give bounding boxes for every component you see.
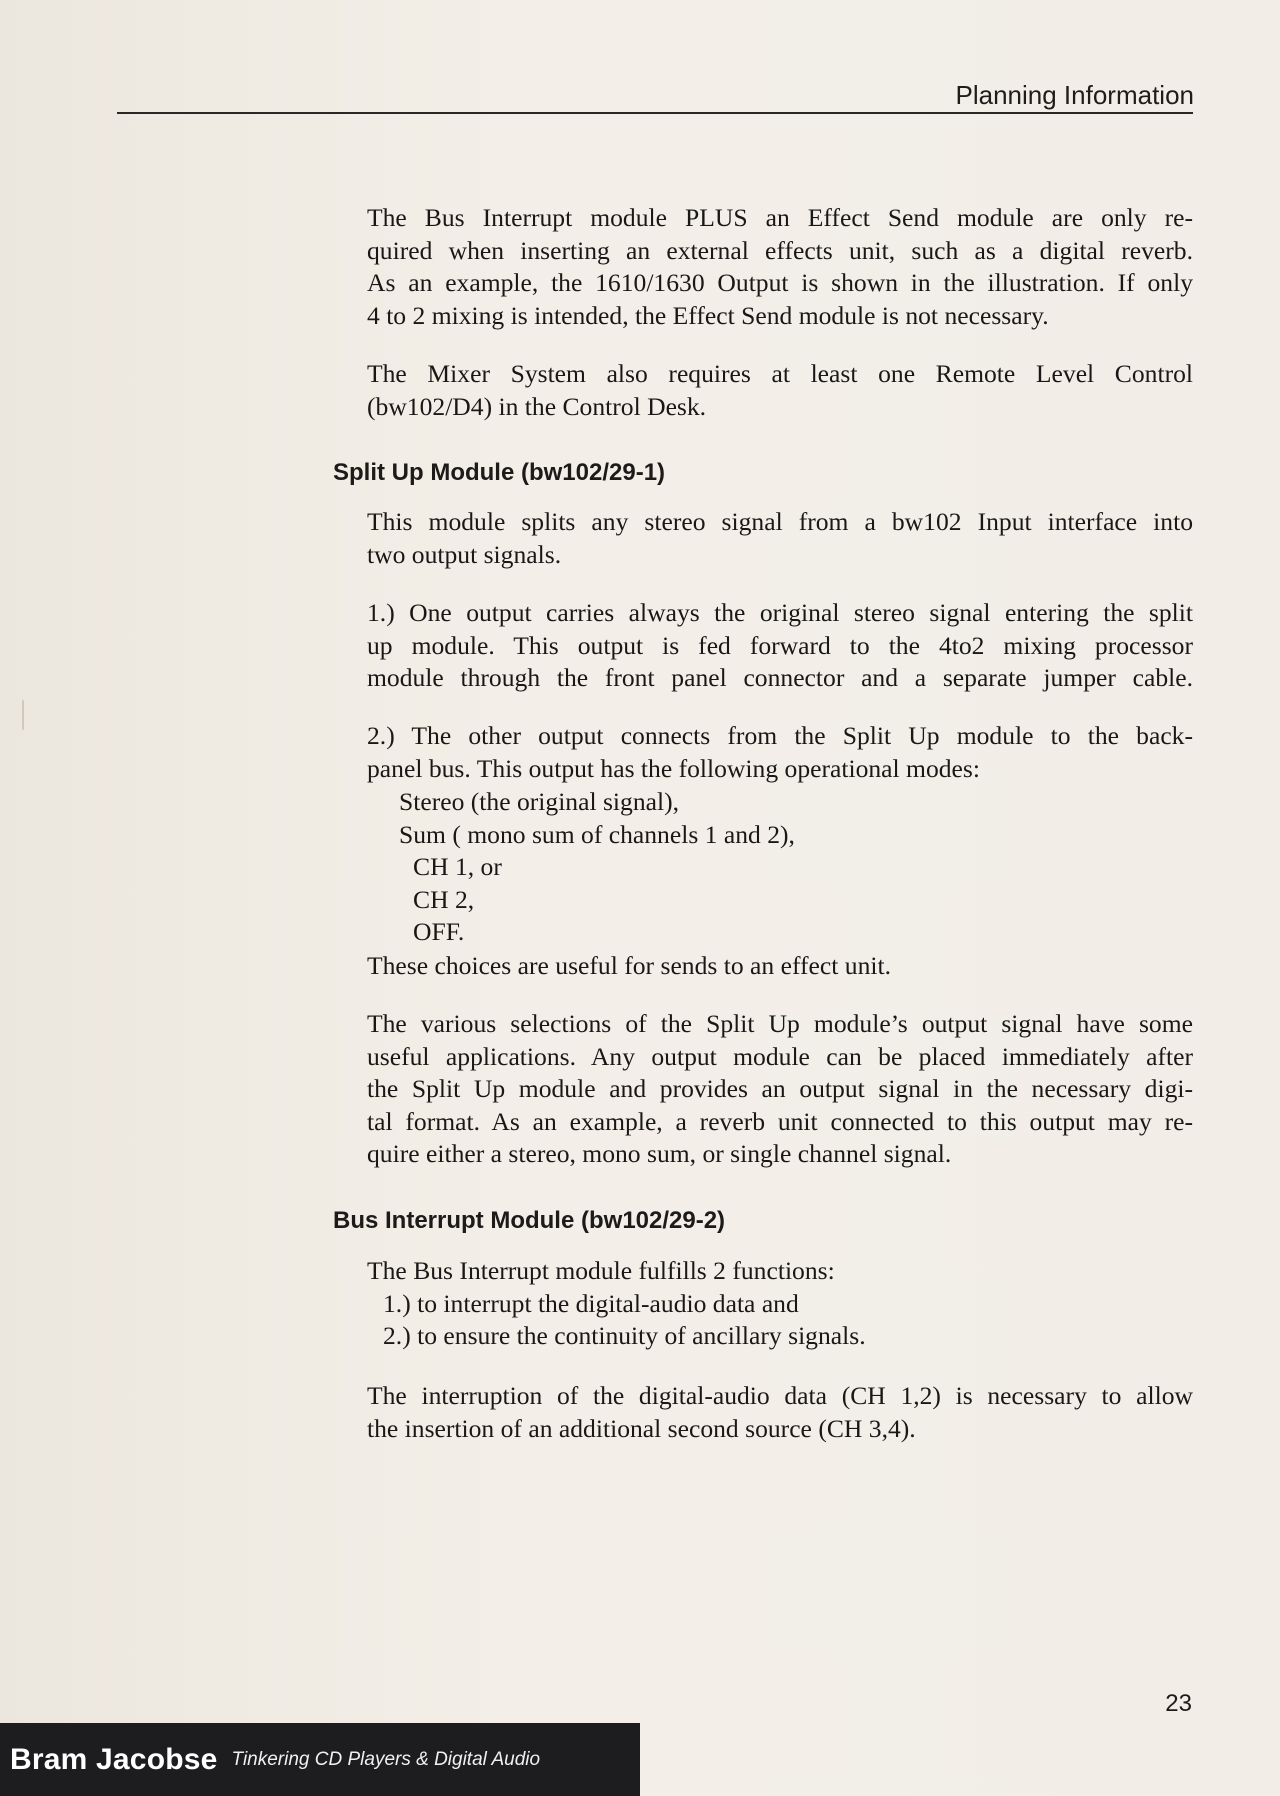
function-item: 2.) to ensure the continuity of ancillary signals. [383, 1321, 866, 1351]
bus-interrupt-heading: Bus Interrupt Module (bw102/29-2) [333, 1207, 726, 1234]
header-rule [117, 112, 1193, 114]
running-header: Planning Information [955, 80, 1194, 110]
text-line: panel bus. This output has the following operational modes: [367, 753, 980, 783]
bus-interrupt-closing [367, 1380, 1193, 1445]
footer-author-name: Bram Jacobse [10, 1742, 218, 1776]
mode-item: OFF. [413, 917, 465, 947]
mode-item: CH 1, or [413, 852, 502, 882]
text-line: two output signals. [367, 539, 562, 569]
split-up-intro [367, 506, 1193, 571]
intro-paragraph [367, 202, 1193, 332]
text-line: quire either a stereo, mono sum, or single channel signal. [367, 1139, 952, 1169]
text-line: module through the front panel connector and a separate jumper cable. [367, 663, 1193, 693]
text-line: These choices are useful for sends to an effect unit. [367, 951, 891, 980]
split-up-point-1 [367, 597, 1193, 695]
text-line: 4 to 2 mixing is intended, the Effect Send module is not necessary. [367, 300, 1049, 330]
text-line: quired when inserting an external effects unit, such as a digital reverb. [367, 235, 1193, 265]
mode-item: CH 2, [413, 884, 475, 914]
text-line: The Mixer System also requires at least one Remote Level Control [367, 359, 1193, 388]
text-line: The Bus Interrupt module PLUS an Effect Send module are only re- [367, 203, 1193, 232]
text-line: the insertion of an additional second source (CH 3,4). [367, 1413, 916, 1443]
choices-line [367, 950, 1193, 983]
text-line: As an example, the 1610/1630 Output is shown in the illustration. If only [367, 268, 1193, 298]
mode-item: Sum ( mono sum of channels 1 and 2), [399, 819, 795, 849]
text-line: useful applications. Any output module can be placed immediately after [367, 1041, 1193, 1071]
text-line: tal format. As an example, a reverb unit connected to this output may re- [367, 1106, 1193, 1136]
function-item: 1.) to interrupt the digital-audio data and [383, 1288, 799, 1318]
text-line: 2.) The other output connects from the Split Up module to the back- [367, 721, 1193, 750]
text-line: The various selections of the Split Up module’s output signal have some [367, 1009, 1193, 1038]
applications-paragraph [367, 1008, 1193, 1171]
footer-tagline: Tinkering CD Players & Digital Audio [231, 1748, 541, 1770]
page-number: 23 [1165, 1690, 1192, 1717]
text-line: The interruption of the digital-audio data (CH 1,2) is necessary to allow [367, 1381, 1193, 1410]
page-edge-mark [22, 700, 24, 730]
text-line: This module splits any stereo signal from a bw102 Input interface into [367, 507, 1193, 536]
operational-modes-list [367, 786, 1193, 949]
text-line: up module. This output is fed forward to the 4to2 mixing processor [367, 630, 1193, 660]
text-line: The Bus Interrupt module fulfills 2 functions: [367, 1256, 835, 1285]
split-up-point-2 [367, 720, 1193, 785]
text-line: the Split Up module and provides an output signal in the necessary digi- [367, 1074, 1193, 1104]
text-line: (bw102/D4) in the Control Desk. [367, 391, 707, 421]
text-line: 1.) One output carries always the original stereo signal entering the split [367, 598, 1193, 627]
mode-item: Stereo (the original signal), [399, 787, 680, 816]
footer-banner [0, 1723, 640, 1796]
bus-interrupt-functions [367, 1255, 1193, 1353]
split-up-heading: Split Up Module (bw102/29-1) [333, 459, 666, 486]
mixer-paragraph [367, 358, 1193, 423]
